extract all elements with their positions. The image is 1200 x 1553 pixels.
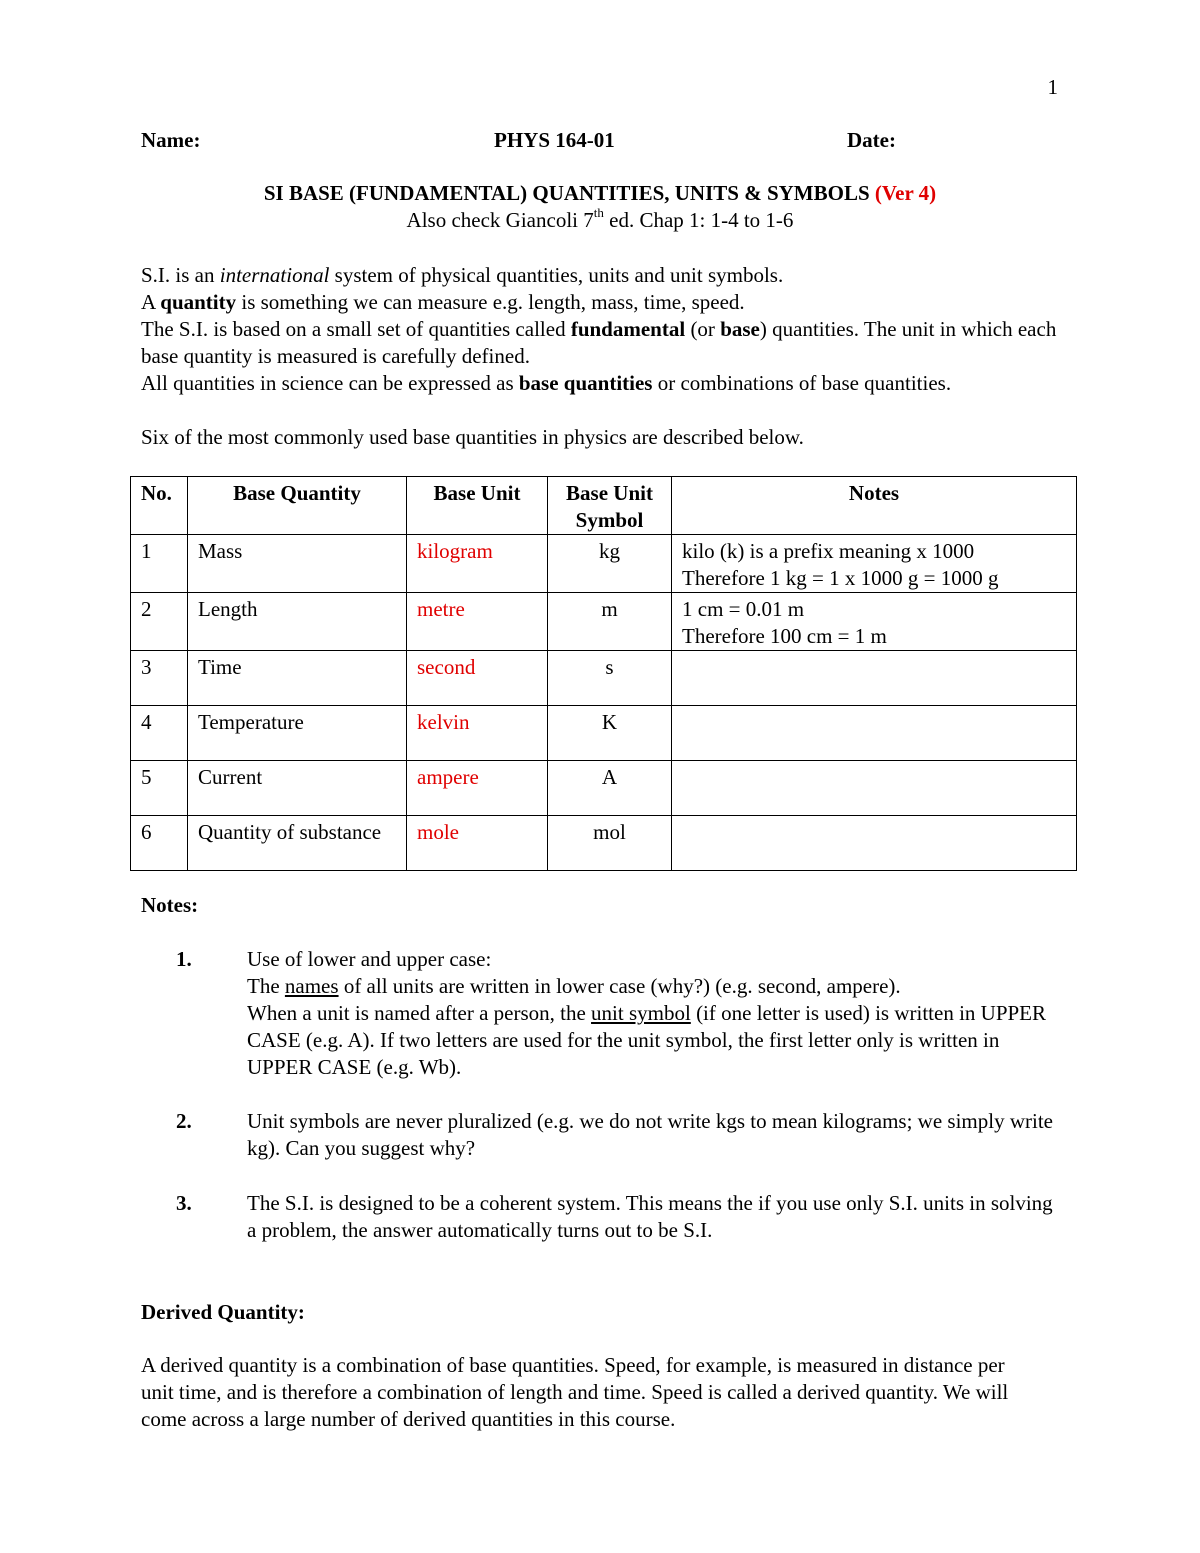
text: When a unit is named after a person, the <box>247 1001 592 1025</box>
emphasis: international <box>219 263 330 287</box>
underlined-term: names <box>284 974 339 998</box>
subtitle-post: ed. Chap 1: 1-4 to 1-6 <box>603 208 794 232</box>
table-row <box>131 535 1077 593</box>
cell-symbol: kg <box>548 535 672 593</box>
text: S.I. is an <box>141 263 220 287</box>
title-version: (Ver 4) <box>874 181 937 205</box>
table-row <box>131 761 1077 816</box>
cell-unit: kelvin <box>407 706 548 761</box>
bold-term: quantity <box>160 290 237 314</box>
cell-no: 1 <box>131 535 188 593</box>
cell-symbol: s <box>548 651 672 706</box>
note-line: Use of lower and upper case: <box>247 947 492 971</box>
cell-quantity: Time <box>188 651 407 706</box>
document-subtitle <box>0 207 1200 234</box>
text: is something we can measure e.g. length, mass, time, speed. <box>236 290 745 314</box>
cell-quantity: Current <box>188 761 407 816</box>
intro-paragraph-2 <box>141 289 1071 316</box>
cell-unit: ampere <box>407 761 548 816</box>
column-header: Base Unit Symbol <box>548 477 672 535</box>
cell-no: 5 <box>131 761 188 816</box>
derived-heading: Derived Quantity: <box>141 1300 305 1324</box>
cell-symbol: mol <box>548 816 672 871</box>
text: ) quantities. The unit in which each base quantity is measured is carefully defined. <box>141 317 1057 368</box>
intro-paragraph-4 <box>141 370 1071 397</box>
column-header: Notes <box>672 477 1077 535</box>
column-header: Base Unit <box>407 477 548 535</box>
cell-notes <box>672 651 1077 706</box>
text: or combinations of base quantities. <box>652 371 952 395</box>
bold-term: base quantities <box>518 371 653 395</box>
text: A <box>141 290 161 314</box>
table-row <box>131 593 1077 651</box>
cell-unit: second <box>407 651 548 706</box>
cell-no: 3 <box>131 651 188 706</box>
cell-no: 4 <box>131 706 188 761</box>
cell-unit: mole <box>407 816 548 871</box>
bold-term: base <box>720 317 760 341</box>
intro-paragraph-5: Six of the most commonly used base quantities in physics are described below. <box>141 425 804 449</box>
notes-heading: Notes: <box>141 893 199 917</box>
bold-term: fundamental <box>570 317 686 341</box>
cell-symbol: K <box>548 706 672 761</box>
column-header: Base Quantity <box>188 477 407 535</box>
intro-paragraph-1 <box>141 262 1071 289</box>
cell-notes <box>672 816 1077 871</box>
note-line: Therefore 100 cm = 1 m <box>682 624 887 648</box>
subtitle-pre: Also check Giancoli 7 <box>406 208 594 232</box>
cell-no: 6 <box>131 816 188 871</box>
text: (if one letter is used) is written in UPPER CASE (e.g. A). If two letters are used for the unit symbol, the first letter only is written in UPPER CASE (e.g. Wb). <box>247 1001 1047 1079</box>
cell-notes <box>672 593 1077 651</box>
note-number: 3. <box>176 1191 192 1215</box>
cell-quantity: Temperature <box>188 706 407 761</box>
cell-notes <box>672 761 1077 816</box>
cell-symbol: m <box>548 593 672 651</box>
cell-notes <box>672 706 1077 761</box>
table-header-row <box>131 477 1077 535</box>
course-code: PHYS 164-01 <box>494 128 615 152</box>
derived-paragraph: A derived quantity is a combination of base quantities. Speed, for example, is measured in distance per unit time, and is therefore a combination of length and time. Speed is called a derived quantity. We will come across a large number of derived quantities in this course. <box>141 1353 1009 1431</box>
cell-symbol: A <box>548 761 672 816</box>
page-number: 1 <box>1047 75 1058 99</box>
base-quantities-table <box>130 476 1077 871</box>
table-row <box>131 706 1077 761</box>
text: All quantities in science can be expressed as <box>141 371 519 395</box>
underlined-term: unit symbol <box>591 1001 691 1025</box>
text: system of physical quantities, units and unit symbols. <box>329 263 784 287</box>
text: The <box>247 974 285 998</box>
text: (or <box>685 317 721 341</box>
cell-no: 2 <box>131 593 188 651</box>
note-item-1 <box>247 946 1067 1081</box>
subtitle-sup: th <box>593 205 604 220</box>
note-number: 1. <box>176 947 192 971</box>
column-header: No. <box>131 477 188 535</box>
note-line <box>247 1000 1067 1081</box>
note-line: 1 cm = 0.01 m <box>682 597 805 621</box>
date-label: Date: <box>847 128 896 152</box>
text: The S.I. is based on a small set of quantities called <box>141 317 571 341</box>
cell-unit: kilogram <box>407 535 548 593</box>
cell-unit: metre <box>407 593 548 651</box>
note-line: kilo (k) is a prefix meaning x 1000 <box>682 539 975 563</box>
note-number: 2. <box>176 1109 192 1133</box>
cell-notes <box>672 535 1077 593</box>
note-item-2: Unit symbols are never pluralized (e.g. we do not write kgs to mean kilograms; we simply write kg). Can you suggest why? <box>247 1109 1053 1160</box>
text: of all units are written in lower case (why?) (e.g. second, ampere). <box>338 974 901 998</box>
title-main: SI BASE (FUNDAMENTAL) QUANTITIES, UNITS & SYMBOLS <box>263 181 870 205</box>
document-title <box>0 180 1200 207</box>
note-item-3: The S.I. is designed to be a coherent system. This means the if you use only S.I. units in solving a problem, the answer automatically turns out to be S.I. <box>247 1191 1053 1242</box>
table-row <box>131 816 1077 871</box>
cell-quantity: Mass <box>188 535 407 593</box>
note-line: Therefore 1 kg = 1 x 1000 g = 1000 g <box>682 566 999 590</box>
note-line <box>247 973 1067 1000</box>
table-row <box>131 651 1077 706</box>
name-label: Name: <box>141 128 201 152</box>
cell-quantity: Quantity of substance <box>188 816 407 871</box>
intro-paragraph-3 <box>141 316 1071 370</box>
cell-quantity: Length <box>188 593 407 651</box>
